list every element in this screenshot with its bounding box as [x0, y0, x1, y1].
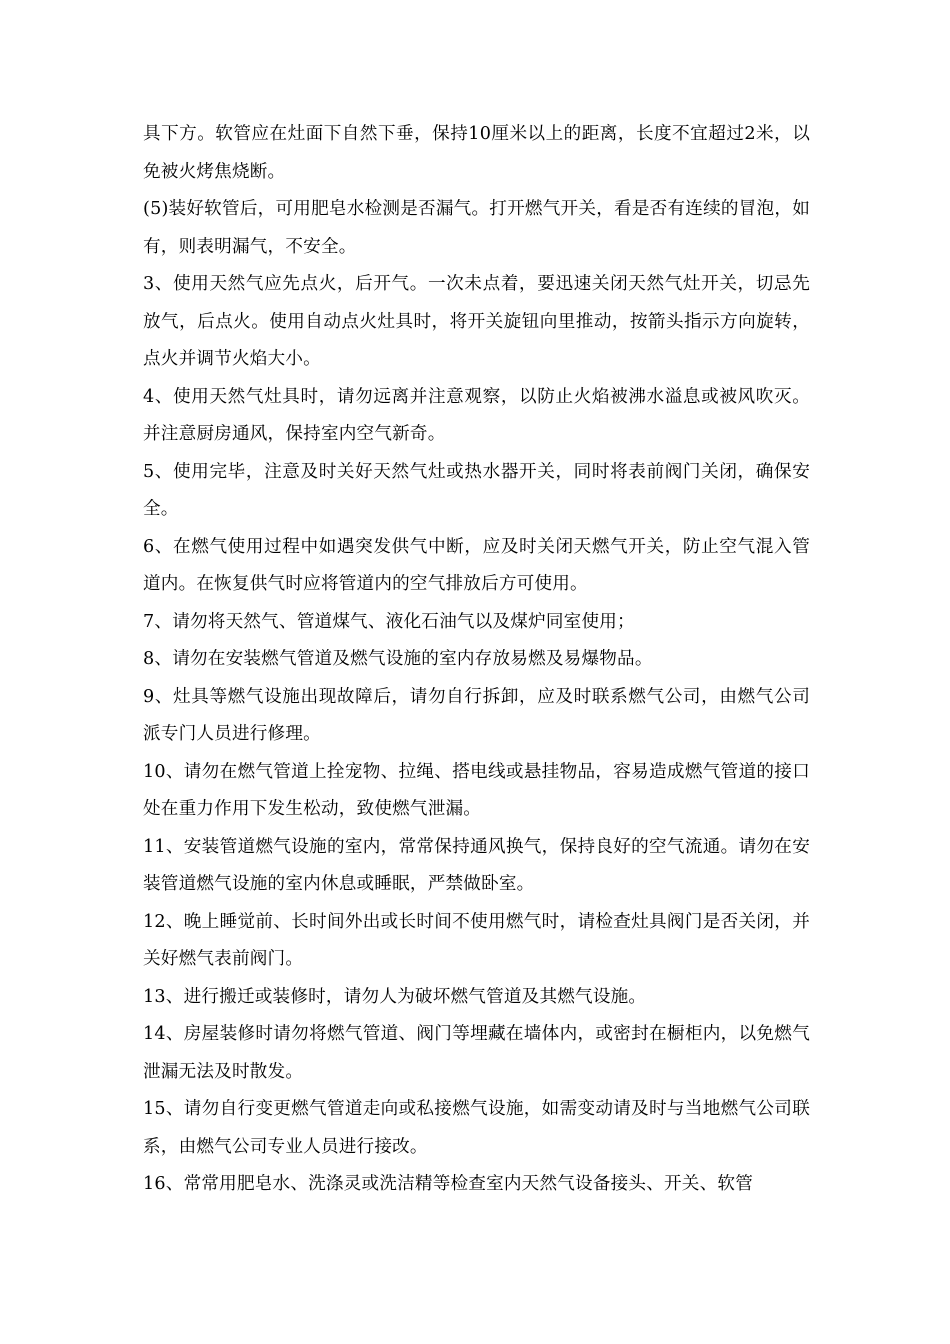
paragraph-close-after-use: 5、使用完毕，注意及时关好天然气灶或热水器开关，同时将表前阀门关闭，确保安全。	[143, 461, 810, 519]
paragraph-ignite-first: 3、使用天然气应先点火，后开气。一次未点着，要迅速关闭天然气灶开关，切忌先放气，后点火。使用自动点火灶具时，将开关旋钮向里推动，按箭头指示方向旋转，点火并调节火焰大小。	[143, 274, 810, 369]
paragraph-no-mixed-fuels: 7、请勿将天然气、管道煤气、液化石油气以及煤炉同室使用；	[143, 611, 635, 632]
paragraph-soap-check: 16、常常用肥皂水、洗涤灵或洗洁精等检查室内天然气设备接头、开关、软管	[143, 1174, 753, 1194]
document-body	[143, 116, 810, 1204]
paragraph-no-rerouting: 15、请勿自行变更燃气管道走向或私接燃气设施，如需变动请及时与当地燃气公司联系，由燃气公司专业人员进行接改。	[143, 1099, 810, 1157]
paragraph-no-hanging-items: 10、请勿在燃气管道上拴宠物、拉绳、搭电线或悬挂物品，容易造成燃气管道的接口处在重力作用下发生松动，致使燃气泄漏。	[143, 761, 810, 819]
paragraph-check-before-sleep: 12、晚上睡觉前、长时间外出或长时间不使用燃气时，请检查灶具阀门是否关闭，并关好燃气表前阀门。	[143, 911, 810, 969]
paragraph-watch-flame: 4、使用天然气灶具时，请勿远离并注意观察，以防止火焰被沸水溢息或被风吹灭。并注意厨房通风，保持室内空气新奇。	[143, 386, 810, 444]
paragraph-leak-check: (5)装好软管后，可用肥皂水检测是否漏气。打开燃气开关，看是否有连续的冒泡，如有，则表明漏气，不安全。	[143, 199, 810, 257]
paragraph-ventilation: 11、安装管道燃气设施的室内，常常保持通风换气，保持良好的空气流通。请勿在安装管道燃气设施的室内休息或睡眠，严禁做卧室。	[143, 836, 810, 894]
paragraph-no-self-repair: 9、灶具等燃气设施出现故障后，请勿自行拆卸，应及时联系燃气公司，由燃气公司派专门人员进行修理。	[143, 686, 810, 744]
paragraph-no-concealed-pipes: 14、房屋装修时请勿将燃气管道、阀门等埋藏在墙体内，或密封在橱柜内，以免燃气泄漏无法及时散发。	[143, 1024, 810, 1082]
paragraph-moving-renovation: 13、进行搬迁或装修时，请勿人为破坏燃气管道及其燃气设施。	[143, 986, 647, 1007]
paragraph-no-flammables: 8、请勿在安装燃气管道及燃气设施的室内存放易燃及易爆物品。	[143, 649, 653, 669]
paragraph-hose-placement: 具下方。软管应在灶面下自然下垂，保持10厘米以上的距离，长度不宜超过2米，以免被火烤焦烧断。	[143, 124, 810, 182]
paragraph-supply-interruption: 6、在燃气使用过程中如遇突发供气中断，应及时关闭天燃气开关，防止空气混入管道内。在恢复供气时应将管道内的空气排放后方可使用。	[143, 536, 810, 594]
